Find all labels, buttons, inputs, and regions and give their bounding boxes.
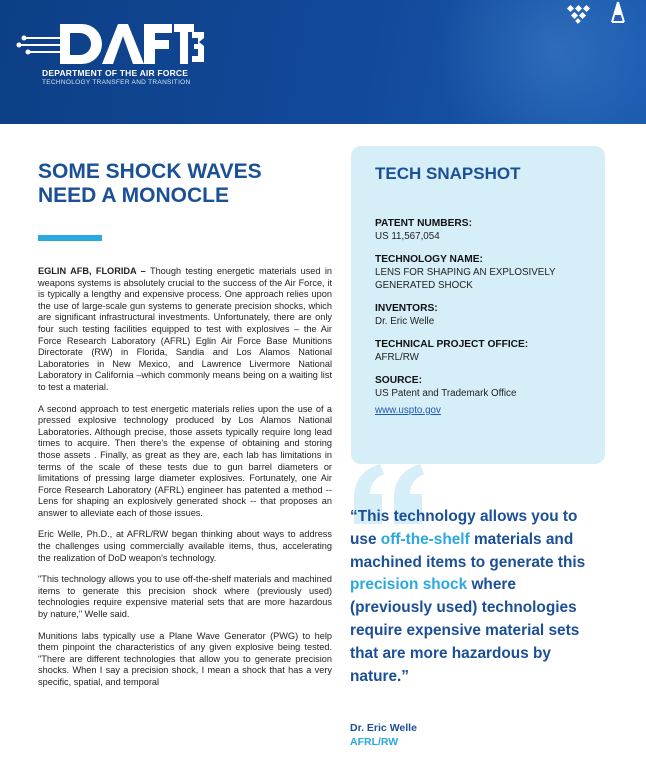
inventors — [375, 303, 590, 328]
header-banner — [0, 0, 646, 124]
patent-label: PATENT NUMBERS: — [375, 218, 472, 229]
paragraph-4: "This technology allows you to use off-the-shelf materials and machined items to generate this precision shock where (previously used) technologies require expensive material sets that are more hazardous by nature," Welle said. — [38, 574, 332, 620]
tech-snapshot-box — [351, 146, 605, 464]
article-title — [38, 160, 328, 208]
daf-t3-logo — [16, 16, 206, 66]
department-name: DEPARTMENT OF THE AIR FORCE — [42, 68, 189, 78]
paragraph-3: Eric Welle, Ph.D., at AFRL/RW began thinking about ways to address the challenges using commercially available items, thus, accelerating the realization of DoD weapon's technology. — [38, 529, 332, 563]
snapshot-details — [375, 218, 590, 429]
inventors-value: Dr. Eric Welle — [375, 316, 435, 327]
snapshot-title: TECH SNAPSHOT — [375, 164, 521, 183]
corner-icons — [540, 0, 640, 26]
techname-label: TECHNOLOGY NAME: — [375, 254, 483, 265]
paragraph-1 — [38, 266, 332, 394]
source-value: US Patent and Trademark Office — [375, 388, 517, 399]
technical-project-office — [375, 339, 590, 364]
patent-value: US 11,567,054 — [375, 231, 440, 242]
quote-highlight-2: precision shock — [350, 576, 468, 594]
patent-numbers — [375, 218, 590, 243]
technology-name — [375, 254, 590, 292]
department-subtitle: TECHNOLOGY TRANSFER AND TRANSITION — [42, 79, 191, 86]
source — [375, 375, 590, 418]
quote-part-2: materials and machined items to generate this — [350, 530, 586, 571]
source-link[interactable]: www.uspto.gov — [375, 405, 441, 416]
techname-value: LENS FOR SHAPING AN EXPLOSIVELY GENERATED SHOCK — [375, 267, 556, 291]
snowflake-icon — [567, 5, 590, 24]
paragraph-1-text: Though testing energetic materials used in weapons systems is absolutely crucial to the success of the Air Force, it is typically a lengthy and expensive process. One approach relies upon the use of large-scale gun systems to generate precision shocks, which are significant infrastructural investments. Unfortunately, there are only four such testing facilities equipped to test with explosives – the Air Force Research Laboratory (AFRL) Eglin Air Force Base Munitions Directorate (RW) in Florida, Sandia and Los Alamos National Laboratories in New Mexico, and Lawrence Livermore National Laboratory in California –which commonly means being on a waiting list to test a material. — [38, 266, 332, 392]
pull-quote — [350, 506, 602, 688]
paragraph-2: A second approach to test energetic materials relies upon the use of a pressed explosive technology produced by Los Alamos National Laboratories. Although precise, those assets typically require long lead times to acquire. Then there's the expense of obtaining and storing those assets . Finally, as great as they are, each lab has limitations in terms of the scale of these tests due to gun barrel diameters or limitations of pressing large diameter explosives. Fortunately, one Air Force Research Laboratory (AFRL) engineer has patented a method -- Lens for shaping an explosively generated shock -- that proposes an answer to alleviate each of those issues. — [38, 403, 332, 518]
article-body — [38, 266, 332, 699]
inventors-label: INVENTORS: — [375, 303, 438, 314]
title-line-2: NEED A MONOCLE — [38, 184, 229, 207]
source-label: SOURCE: — [375, 375, 422, 386]
quote-part-3: where (previously used) technologies require expensive material sets that are more hazardous by nature.” — [350, 576, 580, 685]
quote-author: Dr. Eric Welle — [350, 722, 417, 734]
title-line-1: SOME SHOCK WAVES — [38, 160, 262, 183]
dateline: EGLIN AFB, FLORIDA – — [38, 266, 146, 276]
paragraph-5: Munitions labs typically use a Plane Wave Generator (PWG) to help them pinpoint the characteristics of any given explosive being tested. "There are different technologies that allow you to generate precision shocks. When I say a precision shock, I mean a shock that has a very specific, spatial, and temporal — [38, 630, 332, 687]
quote-organization: AFRL/RW — [350, 736, 399, 748]
office-value: AFRL/RW — [375, 352, 419, 363]
quote-highlight-1: off-the-shelf — [380, 530, 470, 548]
office-label: TECHNICAL PROJECT OFFICE: — [375, 339, 529, 350]
star-triangle-icon — [612, 2, 624, 22]
quote-part-1: “This technology allows you to use — [350, 508, 578, 548]
title-accent-bar — [38, 235, 102, 241]
